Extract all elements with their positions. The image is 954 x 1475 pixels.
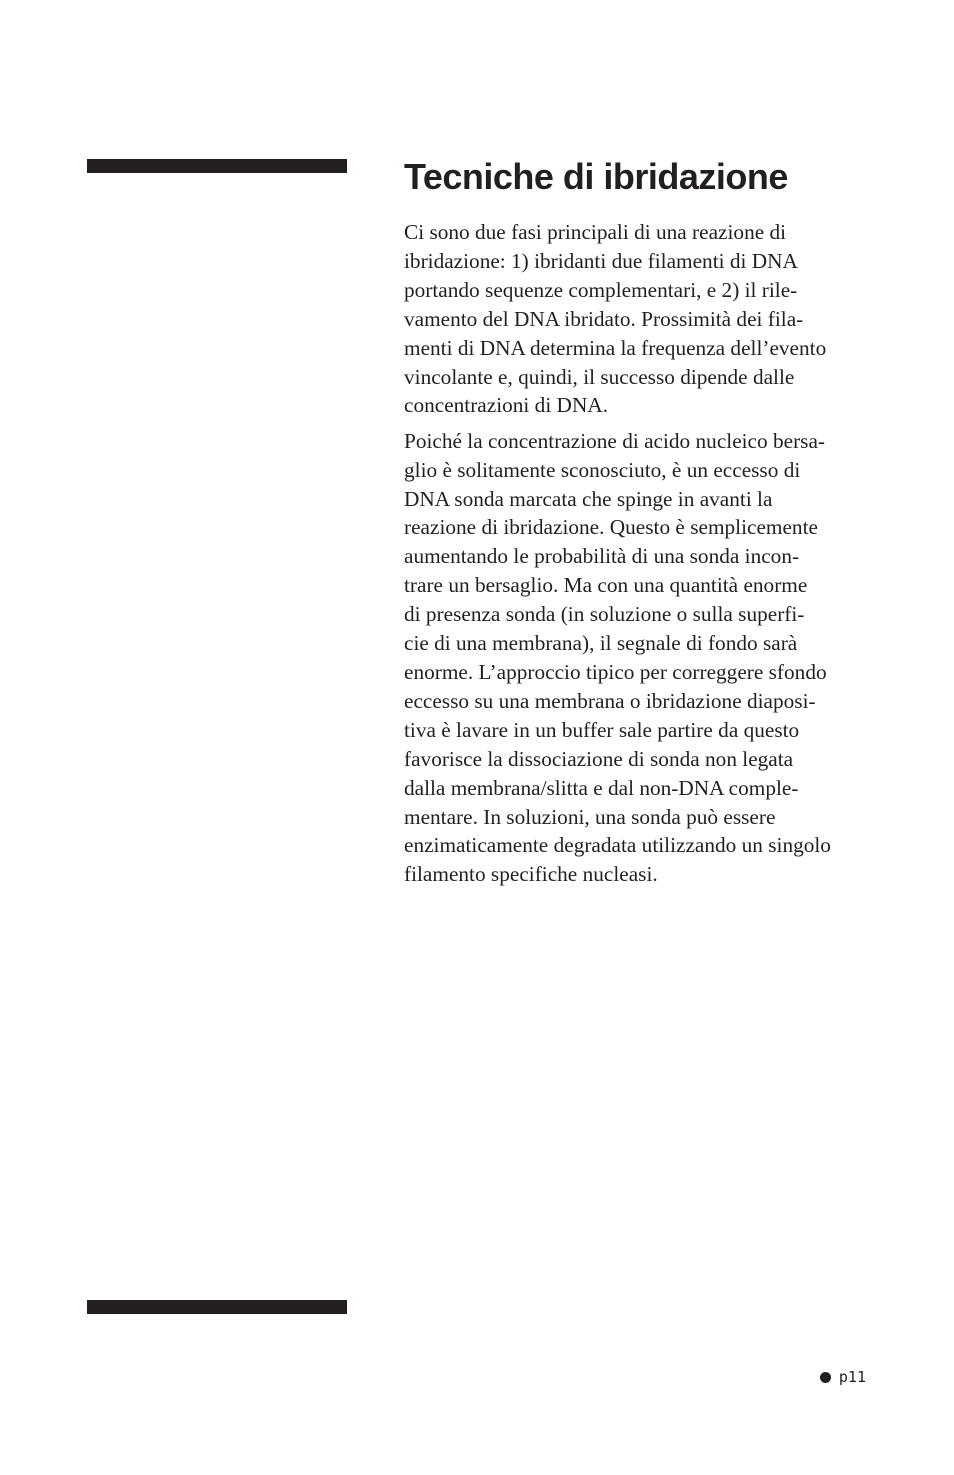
text-line: vamento del DNA ibridato. Prossimità dei fila- <box>404 306 804 331</box>
text-line: reazione di ibridazione. Questo è semplicemente <box>404 515 818 540</box>
top-divider-bar <box>87 159 347 173</box>
text-line: cie di una membrana), il segnale di fondo sarà <box>404 631 798 656</box>
text-line: concentrazioni di DNA. <box>404 393 609 418</box>
paragraph-1 <box>404 218 866 420</box>
text-line: enzimaticamente degradata utilizzando un singolo <box>404 833 831 858</box>
text-line: DNA sonda marcata che spinge in avanti la <box>404 486 773 511</box>
page-title: Tecniche di ibridazione <box>404 156 788 197</box>
text-line: enorme. L’approccio tipico per correggere sfondo <box>404 659 827 684</box>
text-line: menti di DNA determina la frequenza dell’evento <box>404 335 827 360</box>
text-line: filamento specifiche nucleasi. <box>404 862 658 887</box>
text-line: glio è solitamente sconosciuto, è un eccesso di <box>404 457 801 482</box>
text-line: eccesso su una membrana o ibridazione diaposi- <box>404 688 816 713</box>
text-line: Poiché la concentrazione di acido nucleico bersa- <box>404 428 826 453</box>
text-line: Ci sono due fasi principali di una reazione di <box>404 220 787 244</box>
text-line: di presenza sonda (in soluzione o sulla superfi- <box>404 602 805 627</box>
text-line: ibridazione: 1) ibridanti due filamenti di DNA <box>404 248 798 273</box>
page-number: p11 <box>838 1368 866 1386</box>
bullet-icon <box>820 1372 831 1383</box>
text-line: portando sequenze complementari, e 2) il rile- <box>404 277 798 302</box>
body-text <box>404 218 866 896</box>
text-line: aumentando le probabilità di una sonda incon- <box>404 544 800 569</box>
text-line: tiva è lavare in un buffer sale partire da questo <box>404 717 800 742</box>
text-line: vincolante e, quindi, il successo dipende dalle <box>404 364 795 389</box>
bottom-divider-bar <box>87 1300 347 1314</box>
page-footer <box>820 1367 866 1387</box>
text-line: trare un bersaglio. Ma con una quantità enorme <box>404 573 808 598</box>
paragraph-2 <box>404 427 866 890</box>
text-line: dalla membrana/slitta e dal non-DNA comple- <box>404 775 799 800</box>
text-line: favorisce la dissociazione di sonda non legata <box>404 746 794 771</box>
text-line: mentare. In soluzioni, una sonda può essere <box>404 804 776 829</box>
